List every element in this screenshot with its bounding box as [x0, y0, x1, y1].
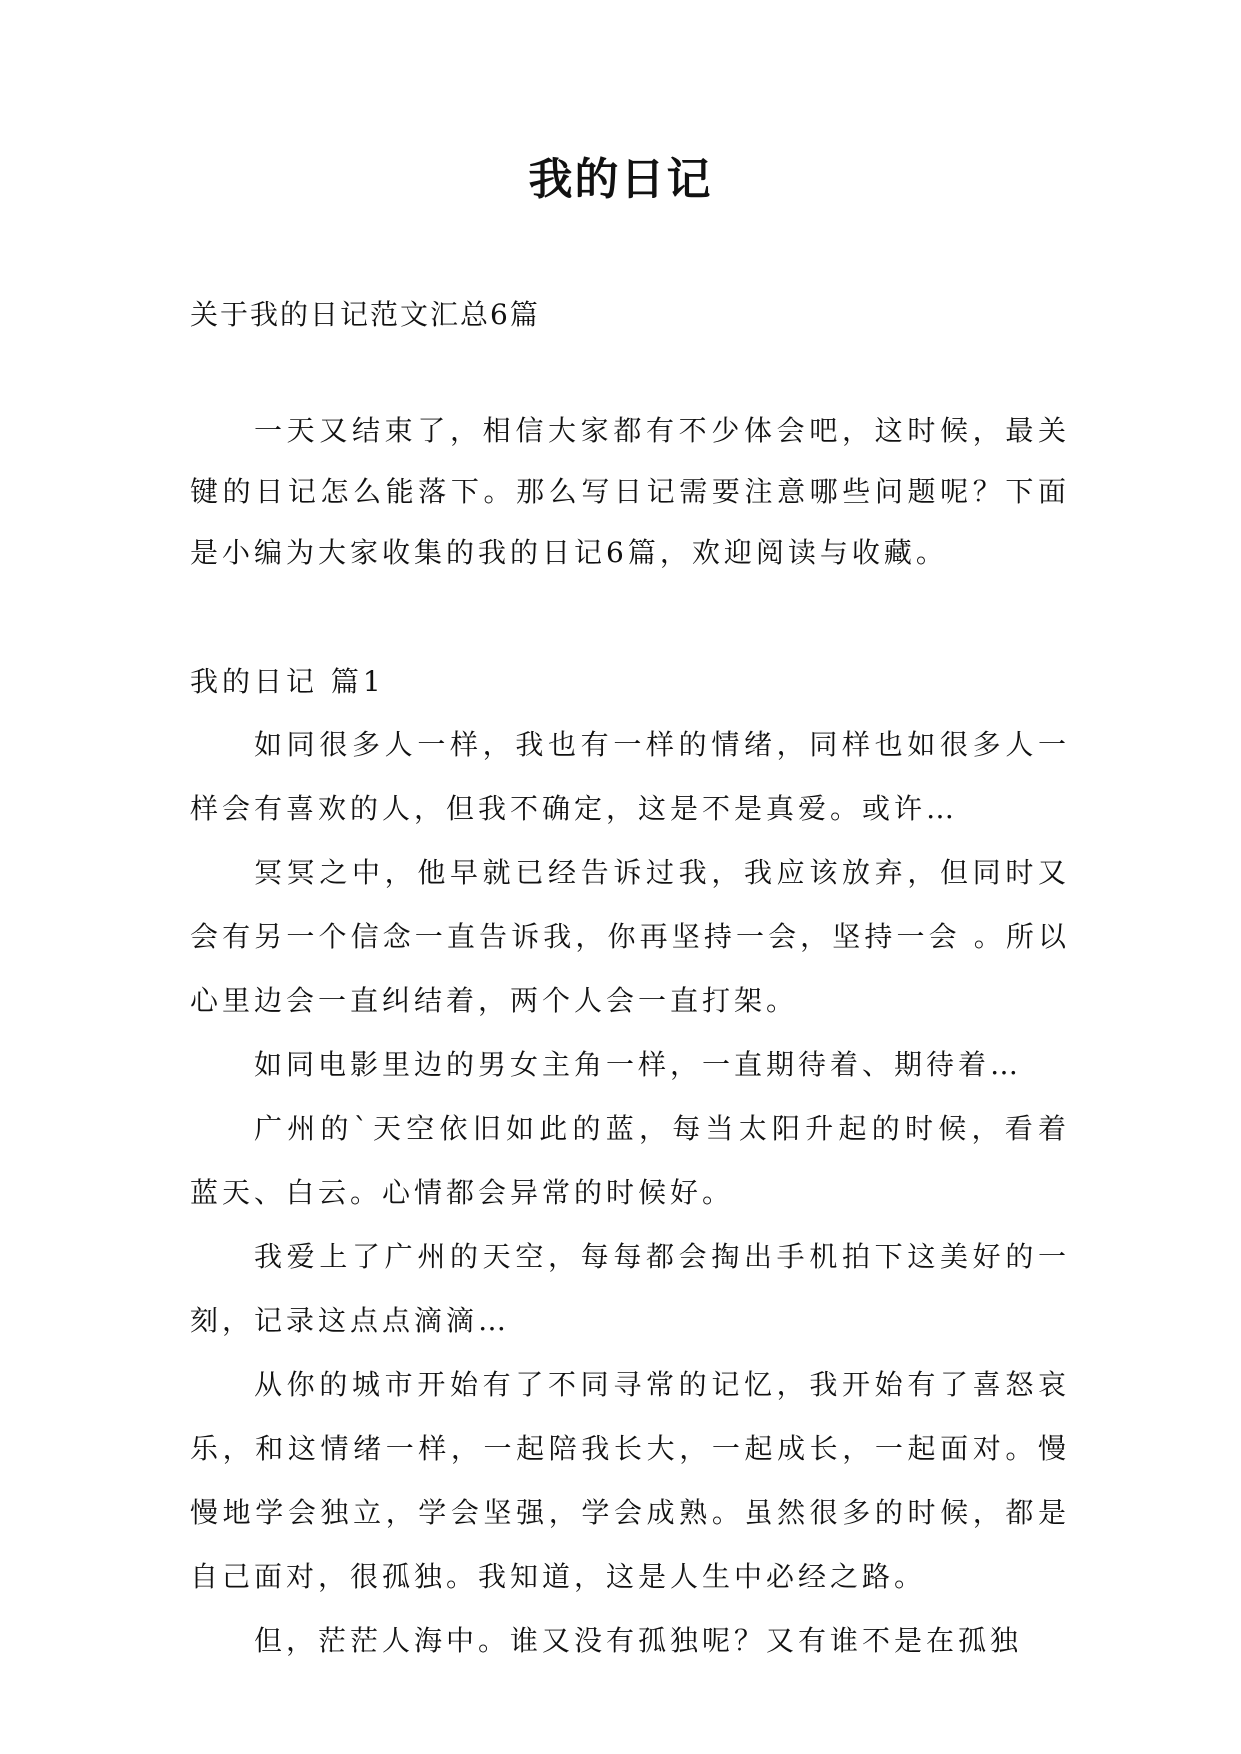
section-heading: 我的日记 篇1 — [190, 665, 385, 698]
paragraph-1: 如同很多人一样，我也有一样的情绪，同样也如很多人一样会有喜欢的人，但我不确定，这是不是真爱。或许… — [190, 728, 1070, 825]
diary-entry-1 — [190, 713, 1070, 1673]
document-subtitle: 关于我的日记范文汇总6篇 — [190, 298, 540, 331]
paragraph-3: 如同电影里边的男女主角一样，一直期待着、期待着… — [254, 1048, 1023, 1081]
intro-paragraph: 一天又结束了，相信大家都有不少体会吧，这时候，最关键的日记怎么能落下。那么写日记需要注意哪些问题呢？下面是小编为大家收集的我的日记6篇，欢迎阅读与收藏。 — [190, 414, 1070, 569]
document-body — [190, 400, 1070, 1673]
intro-section — [190, 400, 1070, 583]
paragraph-7: 但，茫茫人海中。谁又没有孤独呢？又有谁不是在孤独 — [254, 1624, 1023, 1657]
paragraph-4: 广州的`天空依旧如此的蓝，每当太阳升起的时候，看着蓝天、白云。心情都会异常的时候好。 — [190, 1112, 1070, 1209]
document-title: 我的日记 — [528, 154, 713, 205]
paragraph-5: 我爱上了广州的天空，每每都会掏出手机拍下这美好的一刻，记录这点点滴滴… — [190, 1240, 1070, 1337]
paragraph-6: 从你的城市开始有了不同寻常的记忆，我开始有了喜怒哀乐，和这情绪一样，一起陪我长大，一起成长，一起面对。慢慢地学会独立，学会坚强，学会成熟。虽然很多的时候，都是自己面对，很孤独。我知道，这是人生中必经之路。 — [190, 1368, 1070, 1593]
paragraph-2: 冥冥之中，他早就已经告诉过我，我应该放弃，但同时又会有另一个信念一直告诉我，你再坚持一会，坚持一会 。所以心里边会一直纠结着，两个人会一直打架。 — [190, 856, 1070, 1017]
